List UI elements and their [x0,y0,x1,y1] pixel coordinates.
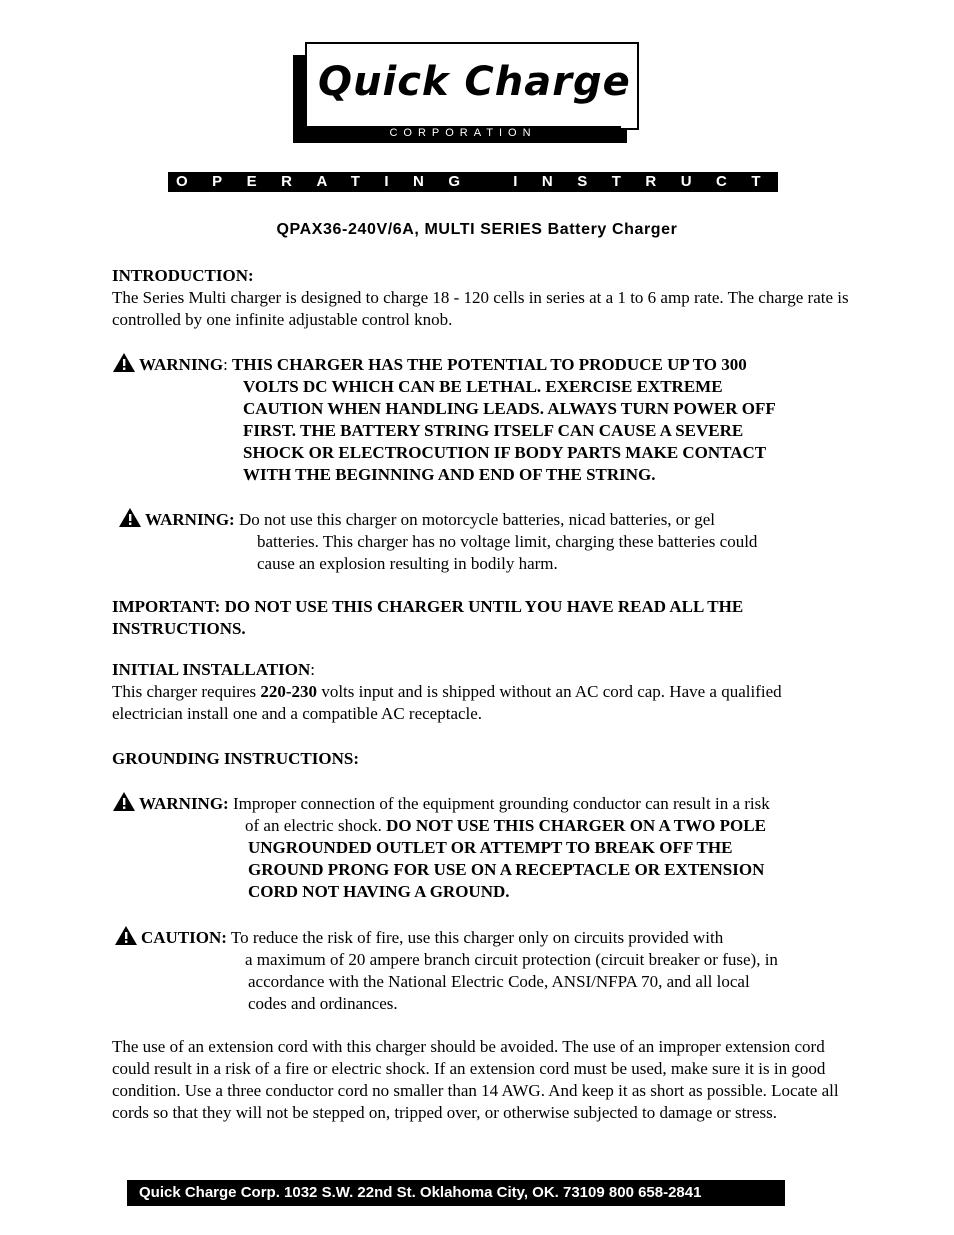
footer-contact: Quick Charge Corp. 1032 S.W. 22nd St. Oklahoma City, OK. 73109 800 658-2841 [127,1180,785,1206]
warning-text-line: UNGROUNDED OUTLET OR ATTEMPT TO BREAK OFF THE [248,838,733,857]
caution-label: CAUTION: [141,928,227,947]
warning-text-line: THIS CHARGER HAS THE POTENTIAL TO PRODUCE UP TO 300 [232,355,747,374]
caution-text-line: accordance with the National Electric Code, ANSI/NFPA 70, and all local [248,972,750,991]
warning-label: WARNING: [145,510,235,529]
warning-text-line: WITH THE BEGINNING AND END OF THE STRING. [243,465,656,484]
warning-triangle-icon [113,792,135,811]
warning-text-line: FIRST. THE BATTERY STRING ITSELF CAN CAUSE A SEVERE [243,421,744,440]
caution-text-line: codes and ordinances. [248,994,398,1013]
document-title: QPAX36-240V/6A, MULTI SERIES Battery Charger [276,221,678,238]
installation-section [112,659,802,725]
warning-text-line: CAUTION WHEN HANDLING LEADS. ALWAYS TURN POWER OFF [243,399,776,418]
extension-cord-paragraph: The use of an extension cord with this charger should be avoided. The use of an improper extension cord could result in a risk of a fire or electric shock. If an extension cord must be used, make sure it is in good condition. Use a three conductor cord no smaller than 14 AWG. And keep it as short as possible. Locate all cords so that they will not be stepped on, tripped over, or otherwise subjected to damage or stress. [112,1037,839,1122]
introduction-heading: INTRODUCTION: [112,266,254,285]
warning-label: WARNING [139,355,224,374]
logo-subtitle: CORPORATION [305,126,621,141]
caution-text-line: a maximum of 20 ampere branch circuit protection (circuit breaker or fuse), in [245,950,778,969]
caution-fire [115,926,855,1015]
warning-text-line: Do not use this charger on motorcycle batteries, nicad batteries, or gel [238,510,715,529]
warning-text-normal: of an electric shock. [245,816,387,835]
warning-text-line: Improper connection of the equipment grounding conductor can result in a risk [232,794,770,813]
warning-text-line: SHOCK OR ELECTROCUTION IF BODY PARTS MAKE CONTACT [243,443,767,462]
warning-text-line: CORD NOT HAVING A GROUND. [248,882,510,901]
installation-heading: INITIAL INSTALLATION [112,660,311,679]
warning-triangle-icon [115,926,137,945]
warning-text-line: GROUND PRONG FOR USE ON A RECEPTACLE OR EXTENSION [248,860,765,879]
caution-text-line: To reduce the risk of fire, use this charger only on circuits provided with [230,928,724,947]
warning-separator: : [223,355,228,374]
grounding-heading: GROUNDING INSTRUCTIONS: [112,749,360,768]
warning-label: WARNING: [139,794,229,813]
warning-battery-types [119,508,859,575]
introduction-text: The Series Multi charger is designed to charge 18 - 120 cells in series at a 1 to 6 amp rate. The charge rate is controlled by one infinite adjustable control knob. [112,288,849,329]
installation-text-pre: This charger requires [112,682,261,701]
warning-text-line: VOLTS DC WHICH CAN BE LETHAL. EXERCISE EXTREME [243,377,723,396]
warning-text-line [113,815,853,837]
important-notice: IMPORTANT: DO NOT USE THIS CHARGER UNTIL YOU HAVE READ ALL THE INSTRUCTIONS. [112,597,744,638]
warning-voltage [113,353,853,486]
logo-wordmark: Quick Charge [318,59,631,105]
warning-triangle-icon [119,508,141,527]
introduction-section [112,265,852,331]
warning-text-line: cause an explosion resulting in bodily harm. [257,554,558,573]
warning-triangle-icon [113,353,135,372]
installation-text [112,681,802,725]
warning-text-line: batteries. This charger has no voltage limit, charging these batteries could [257,532,758,551]
warning-text-bold: DO NOT USE THIS CHARGER ON A TWO POLE [386,816,766,835]
installation-separator: : [310,660,315,679]
installation-voltage: 220-230 [260,682,318,701]
operating-instructions-banner: OPERATING INSTRUCTIONS [168,172,778,192]
warning-grounding [113,792,853,903]
installation-text-post: volts input and is shipped without an AC cord cap. Have a qualified electrician install one and a compatible AC receptacle. [112,682,782,723]
